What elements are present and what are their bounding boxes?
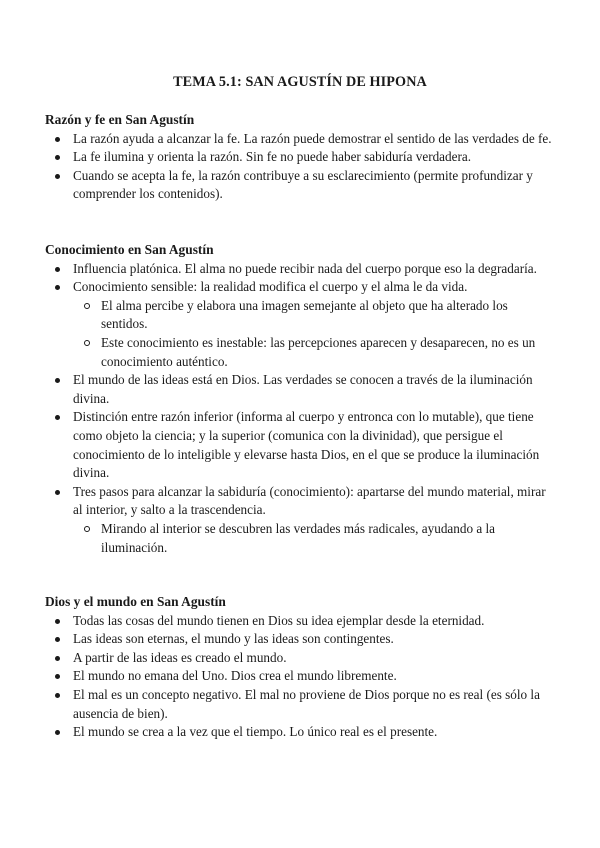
list-item: El mal es un concepto negativo. El mal no proviene de Dios porque no es real (es sólo la ausencia de bien). <box>45 686 555 723</box>
list-item: Cuando se acepta la fe, la razón contribuye a su esclarecimiento (permite profundizar y comprender los contenidos). <box>45 167 555 204</box>
section-razon-fe <box>45 111 555 204</box>
section-heading: Conocimiento en San Agustín <box>45 242 214 257</box>
section-conocimiento <box>45 241 555 557</box>
list-item: Las ideas son eternas, el mundo y las ideas son contingentes. <box>45 630 555 649</box>
bullet-list <box>45 612 555 742</box>
list-item: Influencia platónica. El alma no puede recibir nada del cuerpo porque eso la degradaría. <box>45 260 555 279</box>
list-item: El mundo de las ideas está en Dios. Las verdades se conocen a través de la iluminación divina. <box>45 371 555 408</box>
section-heading: Razón y fe en San Agustín <box>45 112 195 127</box>
list-item: El mundo no emana del Uno. Dios crea el mundo libremente. <box>45 667 555 686</box>
list-item: A partir de las ideas es creado el mundo. <box>45 649 555 668</box>
list-item <box>45 483 555 557</box>
section-heading: Dios y el mundo en San Agustín <box>45 594 226 609</box>
list-item-text: Conocimiento sensible: la realidad modifica el cuerpo y el alma le da vida. <box>73 279 468 295</box>
list-item: Todas las cosas del mundo tienen en Dios su idea ejemplar desde la eternidad. <box>45 612 555 631</box>
list-item: Distinción entre razón inferior (informa al cuerpo y entronca con lo mutable), que tiene como objeto la ciencia; y la superior (comunica con la divinidad), que persigue el conocimiento de lo inteligible y elevarse hasta Dios, en el que se produce la iluminación divina. <box>45 408 555 482</box>
section-dios-mundo <box>45 593 555 742</box>
bullet-list <box>45 130 555 204</box>
list-item <box>45 278 555 371</box>
list-item: La fe ilumina y orienta la razón. Sin fe no puede haber sabiduría verdadera. <box>45 148 555 167</box>
sub-list-item: Mirando al interior se descubren las verdades más radicales, ayudando a la iluminación. <box>73 520 555 557</box>
sub-list-item: El alma percibe y elabora una imagen semejante al objeto que ha alterado los sentidos. <box>73 297 555 334</box>
sub-list <box>73 297 555 371</box>
list-item: La razón ayuda a alcanzar la fe. La razón puede demostrar el sentido de las verdades de fe. <box>45 130 555 149</box>
list-item-text: Tres pasos para alcanzar la sabiduría (conocimiento): apartarse del mundo material, mirar al interior, y salto a la trascendencia. <box>73 483 546 518</box>
sub-list <box>73 520 555 557</box>
sub-list-item: Este conocimiento es inestable: las percepciones aparecen y desaparecen, no es un conocimiento auténtico. <box>73 334 555 371</box>
page-title: TEMA 5.1: SAN AGUSTÍN DE HIPONA <box>173 74 427 90</box>
bullet-list <box>45 260 555 558</box>
list-item: El mundo se crea a la vez que el tiempo. Lo único real es el presente. <box>45 723 555 742</box>
